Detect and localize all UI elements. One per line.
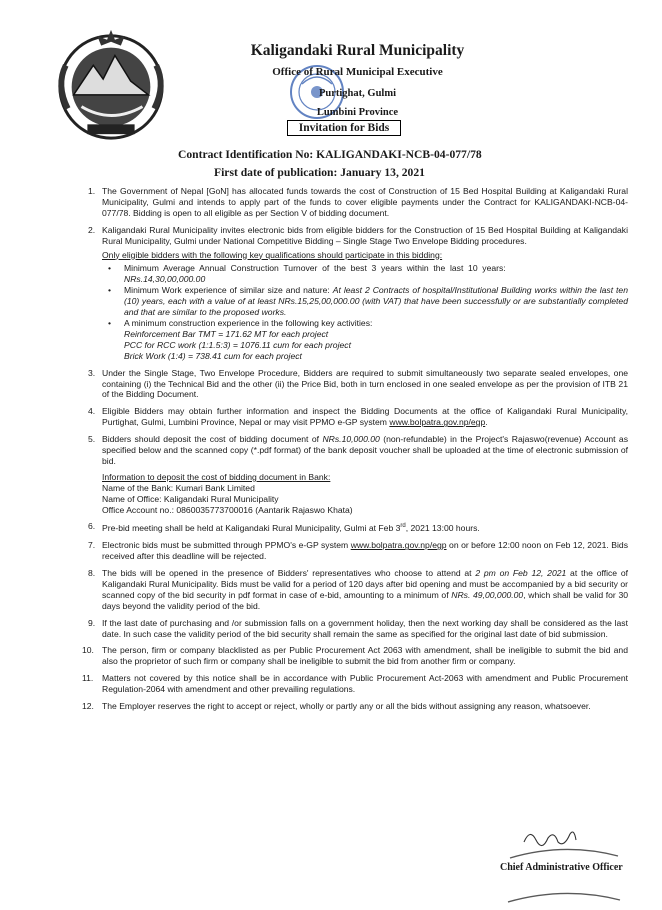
item-7 (88, 540, 628, 562)
notice-title: Invitation for Bids (287, 120, 401, 136)
item-text-end: , 2021 13:00 hours. (405, 523, 480, 534)
item-text: Kaligandaki Rural Municipality invites electronic bids from eligible bidders for the Construction of 15 Bed Hospital Building at Kaligandaki Rural Municipality, Gulmi under National Competitive Bidding – Single Stage Two Envelope Bidding procedures. (102, 224, 628, 246)
notice-body (82, 186, 629, 712)
qualification-bullet-3 (102, 318, 628, 362)
qualification-heading: Only eligible bidders with the following key qualifications should participate in this bidding: (102, 249, 443, 260)
bullet-icon: • (108, 317, 112, 328)
bank-account: Office Account no.: 0860035773700016 (Aantarik Rajaswo Khata) (102, 504, 353, 515)
activity-line: Brick Work (1:4) = 738.41 cum for each project (124, 350, 302, 361)
item-number: 3. (88, 367, 96, 378)
contract-id: Contract Identification No: KALIGANDAKI-NCB-04-077/78 (178, 148, 482, 161)
item-text: Matters not covered by this notice shall be in accordance with Public Procurement Act-2063 with amendment and Public Procurement Regulation-2064 with amendment and other prevailing regulations. (102, 673, 628, 695)
item-text-mid: at the office of Kaligandaki Rural Municipality. Bids must be valid for a period of 120 days after bid opening and must be accompanied by a bid security or scanned copy of the bid security in pdf format in case of e-bid, amounting to a minimum of (102, 568, 629, 600)
place-line: Purtighat, Gulmi (318, 88, 396, 99)
item-text: Under the Single Stage, Two Envelope Procedure, Bidders are required to submit simultaneously two separate sealed envelopes, one containing (i) the Technical Bid and the other (ii) the Price Bid, both in turn enclosed in one sealed envelope as per the provision of ITB 21 of the Bidding Document. (102, 367, 628, 400)
signatory-title: Chief Administrative Officer (500, 862, 623, 873)
bullet-text: A minimum construction experience in the following key activities: (124, 317, 373, 328)
item-number: 5. (88, 434, 96, 445)
item-number: 7. (88, 540, 96, 551)
turnover-value: NRs.14,30,00,000.00 (124, 274, 206, 285)
item-number: 10. (82, 645, 94, 656)
opening-time: 2 pm on Feb 12, 2021 (475, 568, 567, 579)
item-number: 12. (82, 701, 94, 712)
item-number: 11. (82, 673, 94, 684)
item-number: 1. (88, 186, 96, 196)
item-text: The Employer reserves the right to accept or reject, wholly or partly any or all the bids without assigning any reason, whatsoever. (102, 701, 591, 712)
municipality-title: Kaligandaki Rural Municipality (250, 42, 465, 59)
nepal-emblem-logo (52, 26, 170, 144)
item-text: The bids will be opened in the presence of Bidders' representatives who choose to attend at (102, 568, 476, 579)
experience-requirement: At least 2 Contracts of hospital/Institutional Building works within the last ten (10) years, each with a value of at least NRs.15,25,00,000.00 (with VAT) that have been successfully or are substantially completed and that are similar to the proposed works. (124, 285, 628, 318)
item-text-end: , which shall be valid for 30 days beyond the validity period of the bid. (102, 589, 628, 611)
bank-name: Name of the Bank: Kumari Bank Limited (102, 482, 255, 493)
ordinal-suffix: rd (400, 523, 406, 530)
item-number: 6. (88, 521, 96, 532)
bullet-icon: • (108, 263, 112, 274)
item-10 (82, 645, 628, 667)
egp-link[interactable]: www.bolpatra.gov.np/egp (350, 540, 447, 551)
egp-link[interactable]: www.bolpatra.gov.np/egp (389, 417, 486, 428)
item-number: 4. (88, 406, 96, 417)
item-text: Bidders should deposit the cost of bidding document of (102, 434, 323, 445)
item-9 (88, 618, 628, 640)
item-5 (88, 434, 628, 515)
item-number: 8. (88, 568, 96, 579)
bullet-icon: • (108, 285, 112, 296)
document-cost: NRs.10,000.00 (322, 434, 380, 445)
office-title: Office of Rural Municipal Executive (272, 66, 443, 78)
bullet-text: Minimum Average Annual Construction Turnover of the best 3 years within the last 10 years: (124, 263, 506, 274)
item-1 (88, 186, 628, 219)
item-text: Pre-bid meeting shall be held at Kaligandaki Rural Municipality, Gulmi at Feb 3 (102, 523, 401, 534)
item-8 (88, 568, 628, 612)
item-11 (82, 673, 628, 695)
item-text-end: . (485, 417, 488, 428)
item-text: Eligible Bidders may obtain further information and inspect the Bidding Documents at the office of Kaligandaki Rural Municipality, Purtighat, Gulmi, Lumbini Province, Nepal or may visit PPMO e-GP system (102, 406, 628, 428)
activity-line: Reinforcement Bar TMT = 171.62 MT for each project (124, 328, 329, 339)
publication-date: First date of publication: January 13, 2021 (214, 166, 425, 179)
province-line: Lumbini Province (316, 107, 399, 118)
bid-security-amount: NRs. 49,00,000.00 (451, 589, 524, 600)
item-number: 2. (88, 224, 96, 235)
item-6 (88, 521, 628, 534)
item-12 (82, 701, 628, 712)
bank-heading: Information to deposit the cost of bidding document in Bank: (102, 471, 331, 482)
bank-office: Name of Office: Kaligandaki Rural Municipality (102, 493, 279, 504)
item-2 (88, 225, 628, 362)
qualification-bullet-1 (102, 263, 628, 285)
item-text-end: (non-refundable) in the Project's Rajaswo(revenue) Account as specified below and the scanned copy (*.pdf format) of the bank deposit voucher shall be uploaded at the time of electronic submission of bid. (102, 434, 628, 466)
bullet-text: Minimum Work experience of similar size and nature: (124, 285, 333, 296)
item-text: Electronic bids must be submitted through PPMO's e-GP system (102, 540, 351, 551)
item-3 (88, 368, 628, 401)
activity-line: PCC for RCC work (1:1.5:3) = 1076.11 cum for each project (124, 339, 351, 350)
qualification-bullet-2 (102, 285, 628, 318)
item-text: The person, firm or company blacklisted as per Public Procurement Act 2063 with amendment, shall be ineligible to submit the bid and also the proprietor of such firm or company shall be ineligible to submit the bid from another firm or company. (102, 645, 628, 667)
item-text: If the last date of purchasing and /or submission falls on a government holiday, then the next working day shall be considered as the last date. In such case the validity period of the bid security shall remain the same as specified for the original last date of bid submission. (102, 617, 628, 639)
item-text-end: on or before 12:00 noon on Feb 12, 2021. Bids received after this deadline will be rejected. (102, 540, 628, 562)
officer-seal-stamp (504, 842, 624, 910)
item-text: The Government of Nepal [GoN] has allocated funds towards the cost of Construction of 15 Bed Hospital Building at Kaligandaki Rural Municipality, Gulmi and intends to apply part of the funds to cover eligible payments under the Contract for KALIGANDAKI-NCB-04-077/78. Bidding is open to all eligible as per Section V of bidding document. (102, 186, 628, 218)
item-number: 9. (88, 617, 96, 628)
item-4 (88, 406, 628, 428)
